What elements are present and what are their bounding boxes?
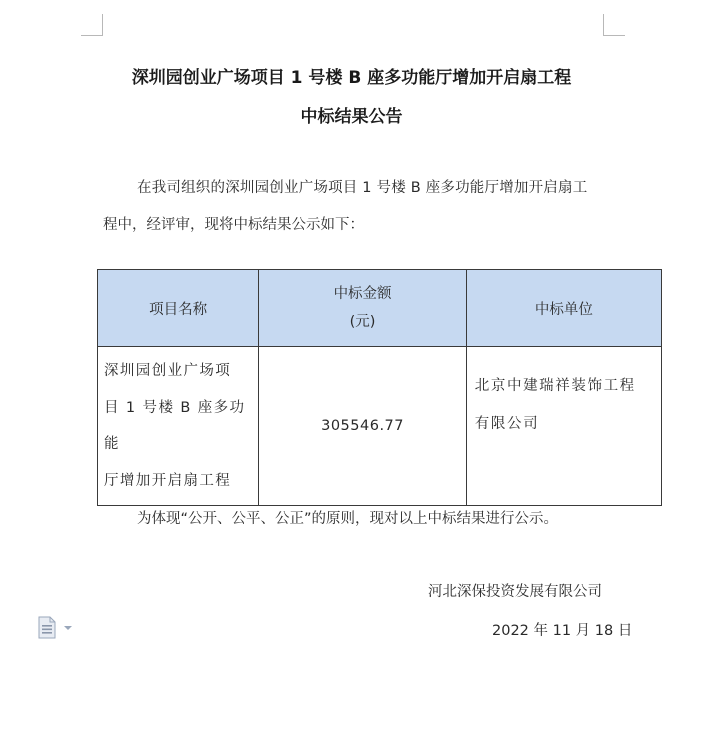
document-paste-options-icon[interactable] [37,616,77,640]
header-winning-unit-label: 中标单位 [534,301,593,318]
intro-paragraph-line-2: 程中，经评审，现将中标结果公示如下： [103,217,364,233]
table-row [98,347,662,506]
document-title-line-1: 深圳园创业广场项目 1 号楼 B 座多功能厅增加开启扇工程 [131,68,572,88]
crop-mark-top-right [603,14,625,36]
header-bid-amount-unit: (元) [349,314,376,330]
cell-project-name-line-3: 厅增加开启扇工程 [104,472,232,489]
header-bid-amount-label: 中标金额 [333,286,392,302]
header-project-name-label: 项目名称 [149,301,208,318]
header-winning-unit [466,270,661,347]
table-header-row [98,270,662,347]
intro-paragraph-line-1: 在我司组织的深圳园创业广场项目 1 号楼 B 座多功能厅增加开启扇工 [137,180,588,196]
closing-paragraph: 为体现“公开、公平、公正”的原则，现对以上中标结果进行公示。 [137,511,559,527]
result-table [97,269,662,506]
cell-winning-unit-line-1: 北京中建瑞祥装饰工程 [474,378,636,394]
header-bid-amount [259,270,466,347]
cell-project-name-line-2: 目 1 号楼 B 座多功能 [104,399,246,452]
signature-organization: 河北深保投资发展有限公司 [428,584,602,600]
cell-project-name [98,347,259,506]
signature-date: 2022 年 11 月 18 日 [492,623,633,639]
cell-winning-unit-line-2: 有限公司 [474,416,540,432]
cell-winning-unit [466,347,661,506]
crop-mark-top-left [81,14,103,36]
cell-project-name-line-1: 深圳园创业广场项 [104,363,232,379]
header-project-name [98,270,259,347]
document-title-line-2: 中标结果公告 [300,107,403,127]
cell-bid-amount: 305546.77 [259,347,466,506]
document-paste-options-icon-graphic [37,616,77,640]
